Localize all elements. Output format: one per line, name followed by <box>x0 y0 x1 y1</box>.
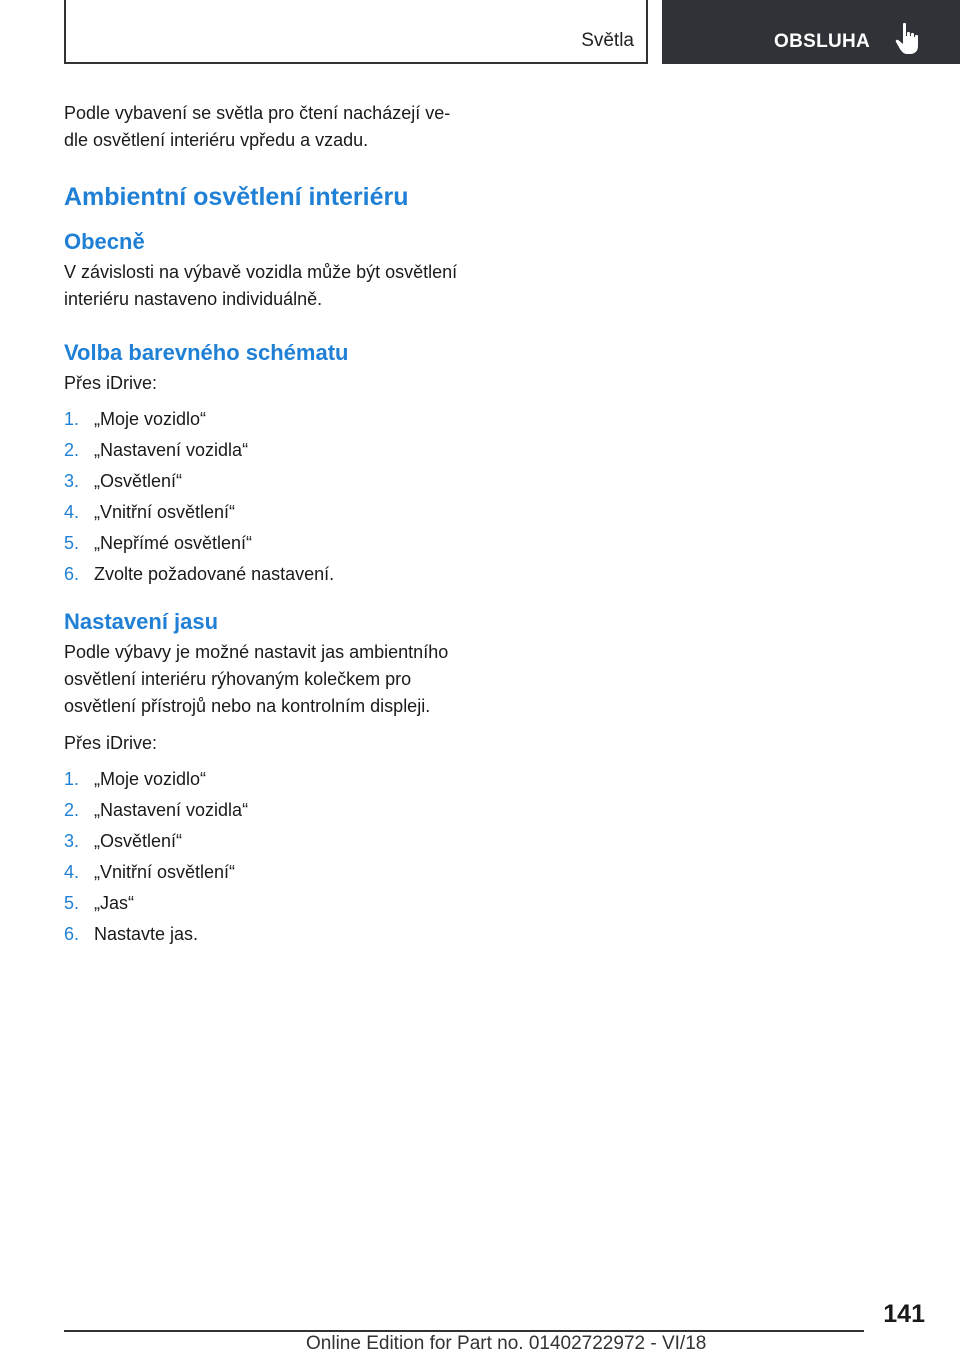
brightness-via: Přes iDrive: <box>64 733 158 753</box>
list-item <box>64 800 484 821</box>
step-number: 2. <box>64 800 80 820</box>
step-text: Zvolte požadované nastavení. <box>94 564 335 584</box>
step-number: 4. <box>64 502 80 522</box>
step-text: „Osvětlení“ <box>94 831 183 851</box>
list-item <box>64 440 484 461</box>
header-chapter: Světla <box>581 30 634 51</box>
step-text: „Osvětlení“ <box>94 471 183 491</box>
step-number: 3. <box>64 471 80 491</box>
header-section-box <box>662 0 960 64</box>
color-scheme-heading: Volba barevného schématu <box>64 340 349 365</box>
step-number: 5. <box>64 533 80 553</box>
color-scheme-via: Přes iDrive: <box>64 373 158 393</box>
step-text: „Moje vozidlo“ <box>94 409 207 429</box>
step-text: „Nepřímé osvětlení“ <box>94 533 253 553</box>
step-text: „Jas“ <box>94 893 134 913</box>
step-number: 4. <box>64 862 80 882</box>
header-section: OBSLUHA <box>774 31 871 52</box>
list-item <box>64 924 484 945</box>
step-text: „Vnitřní osvětlení“ <box>94 862 236 882</box>
list-item <box>64 893 484 914</box>
intro-text: Podle vybavení se světla pro čtení nacházejí ve- dle osvětlení interiéru vpředu a vzadu. <box>64 103 451 150</box>
page-number: 141 <box>883 1300 925 1328</box>
step-number: 3. <box>64 831 80 851</box>
step-text: „Vnitřní osvětlení“ <box>94 502 236 522</box>
step-number: 1. <box>64 409 80 429</box>
list-item <box>64 769 484 790</box>
list-item <box>64 831 484 852</box>
list-item <box>64 409 484 430</box>
brightness-heading: Nastavení jasu <box>64 609 219 634</box>
step-text: Nastavte jas. <box>94 924 199 944</box>
list-item <box>64 564 484 585</box>
hand-pointer-icon <box>894 22 922 56</box>
step-text: „Nastavení vozidla“ <box>94 440 249 460</box>
step-text: „Moje vozidlo“ <box>94 769 207 789</box>
brightness-block <box>64 607 484 945</box>
step-number: 5. <box>64 893 80 913</box>
general-text: V závislosti na výbavě vozidla může být osvětlení interiéru nastaveno individuálně. <box>64 262 458 309</box>
list-item <box>64 533 484 554</box>
step-number: 2. <box>64 440 80 460</box>
page-content <box>64 100 484 967</box>
step-text: „Nastavení vozidla“ <box>94 800 249 820</box>
step-number: 6. <box>64 924 80 944</box>
color-scheme-block <box>64 338 484 585</box>
section-title: Ambientní osvětlení interiéru <box>64 183 409 211</box>
step-number: 1. <box>64 769 80 789</box>
brightness-text: Podle výbavy je možné nastavit jas ambientního osvětlení interiéru rýhovaným kolečkem pro osvětlení přístrojů nebo na kontrolním displeji. <box>64 642 449 716</box>
list-item <box>64 862 484 883</box>
list-item <box>64 471 484 492</box>
footer-edition: Online Edition for Part no. 01402722972 - VI/18 <box>306 1333 707 1354</box>
intro-paragraph <box>64 100 484 154</box>
footer-divider <box>64 1330 864 1332</box>
step-number: 6. <box>64 564 80 584</box>
list-item <box>64 502 484 523</box>
general-heading: Obecně <box>64 229 145 254</box>
general-block <box>64 227 484 313</box>
color-scheme-steps <box>64 409 484 585</box>
brightness-steps <box>64 769 484 945</box>
header-chapter-box <box>64 0 648 64</box>
